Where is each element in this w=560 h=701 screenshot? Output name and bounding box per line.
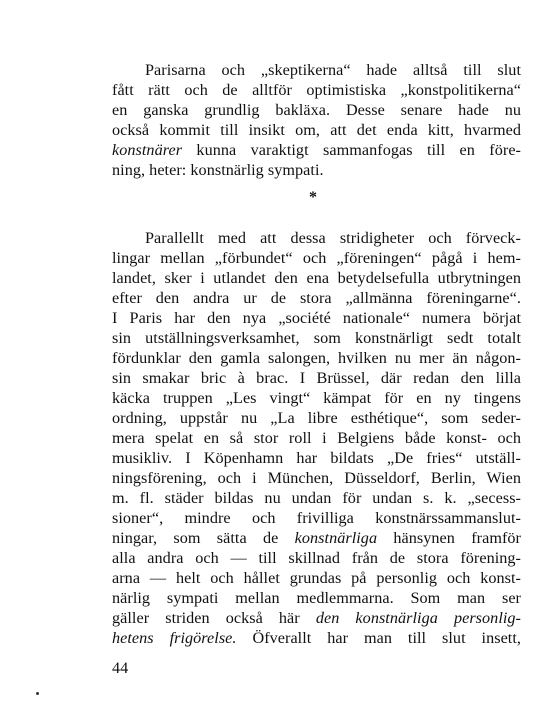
text-line: ningsförening, och i München, Düsseldorf, Berlin, Wien — [112, 469, 521, 487]
text-line-with-italic: hetens frigörelse. Öfverallt har man till slut insett, — [112, 629, 522, 647]
text-line: efter den andra ur de stora „allmänna föreningarne“. — [112, 289, 521, 307]
text-line: landet, sker i utlandet den ena betydelsefulla utbrytningen — [112, 269, 521, 287]
page-number: 44 — [112, 659, 129, 677]
text-line: arna — helt och hållet grundas på personlig och konst- — [112, 569, 521, 587]
text-line: sin smakar bric à brac. I Brüssel, där redan den lilla — [112, 369, 521, 387]
text-line: lingar mellan „förbundet“ och „föreningen“ pågå i hem- — [112, 249, 521, 267]
text-line: Parisarna och „skeptikerna“ hade alltså till slut — [145, 61, 521, 79]
italic-phrase: konstnärer — [112, 141, 183, 159]
section-separator: * — [309, 189, 317, 206]
text-line: m. fl. städer bildas nu undan för undan s. k. „secess- — [112, 489, 521, 507]
text-line: alla andra och — till skillnad från de stora förening- — [112, 549, 521, 567]
text-line: käcka truppen „Les vingt“ kämpat för en ny tingens — [112, 389, 521, 407]
text-line: ordning, uppstår nu „La libre esthétique“, som seder- — [112, 409, 521, 427]
text-line: fått rätt och de alltför optimistiska „konstpolitikerna“ — [112, 81, 521, 99]
text-line: mera spelat en så stor roll i Belgiens både konst- och — [112, 429, 521, 447]
text-line: också kommit till insikt om, att det enda kitt, hvarmed — [112, 121, 521, 139]
print-speck — [36, 692, 39, 695]
text-line: en ganska grundlig bakläxa. Desse senare hade nu — [112, 101, 521, 119]
text-line: närlig sympati mellan medlemmarna. Som man ser — [112, 589, 521, 607]
text-line: sioner“, mindre och frivilliga konstnärssammanslut- — [112, 509, 521, 527]
text-line: fördunklar den gamla salongen, hvilken nu mer än någon- — [112, 349, 521, 367]
text-line: Parallellt med att dessa stridigheter och förveck- — [145, 229, 521, 247]
text-line: musikliv. I Köpenhamn har bildats „De fries“ utställ- — [112, 449, 521, 467]
text-line: sin utställningsverksamhet, som konstnärligt sedt totalt — [112, 329, 521, 347]
text-line-with-italic: ningar, som sätta de konstnärliga hänsynen framför — [112, 529, 521, 547]
text-line-with-italic: gäller striden också här den konstnärliga personlig- — [112, 609, 522, 627]
italic-phrase: hetens frigörelse. — [112, 629, 237, 647]
text-line: I Paris har den nya „société nationale“ numera börjat — [112, 309, 521, 327]
text-line-with-italic: konstnärer kunna varaktigt sammanfogas till en före- — [112, 141, 521, 159]
italic-phrase: konstnärliga — [294, 529, 378, 547]
text-line: ning, heter: konstnärlig sympati. — [112, 161, 324, 179]
italic-phrase: den konstnärliga personlig- — [315, 609, 522, 627]
